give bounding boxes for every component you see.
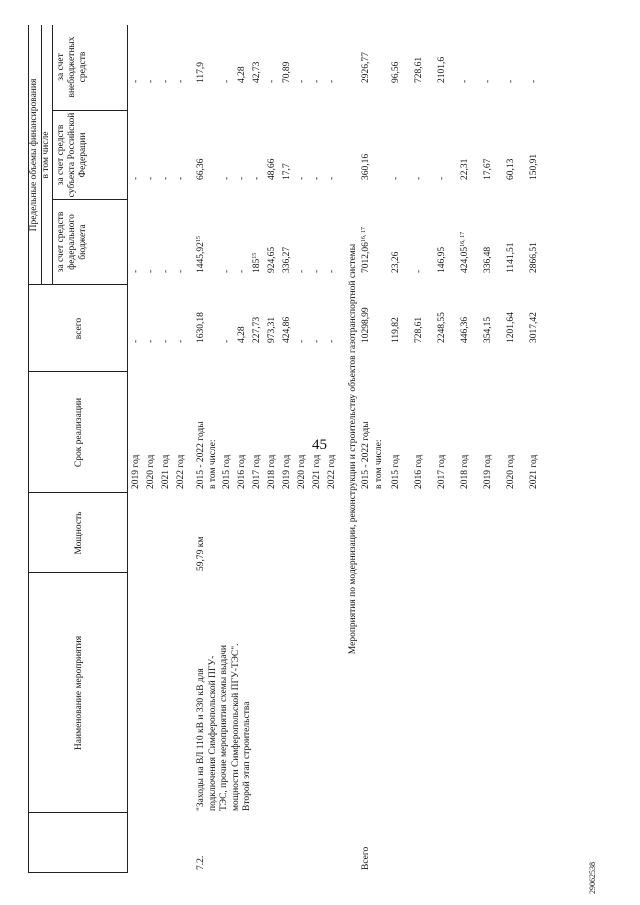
federal-cell: - bbox=[161, 269, 171, 273]
federal-cell: - bbox=[131, 269, 141, 273]
federal-cell: $185^{15}$ bbox=[252, 252, 262, 273]
total-cell: 728,61 bbox=[414, 316, 424, 343]
extra-cell: 96,56 bbox=[391, 61, 401, 83]
federal-cell: 23,26 bbox=[391, 251, 401, 273]
header-term: Срок реализации bbox=[74, 397, 84, 468]
item-name-line: мощности Симферопольской ПГУ-ТЭС". bbox=[230, 643, 241, 811]
item-total: 1630,18 bbox=[196, 312, 206, 343]
vsego-label: Всего bbox=[361, 846, 371, 870]
extra-cell: 2101,6 bbox=[437, 56, 447, 83]
vsego-federal: 7012,06$^{16, 17}$ bbox=[361, 227, 371, 273]
regional-cell: - bbox=[176, 176, 186, 180]
item-federal: 1445,92$^{15}$ bbox=[196, 236, 206, 273]
extra-cell: - bbox=[161, 79, 171, 83]
total-cell: - bbox=[146, 339, 156, 343]
total-cell: 2248,55 bbox=[437, 312, 447, 343]
extra-cell: - bbox=[529, 79, 539, 83]
regional-cell: - bbox=[222, 176, 232, 180]
year-cell: 2016 год bbox=[414, 454, 424, 489]
item-capacity: 59,79 км bbox=[196, 536, 206, 571]
header-divider-total bbox=[28, 872, 128, 873]
total-cell: - bbox=[327, 339, 337, 343]
regional-cell: - bbox=[131, 176, 141, 180]
federal-cell: - bbox=[297, 269, 307, 273]
header-divider-regional bbox=[52, 199, 128, 200]
total-cell: - bbox=[222, 339, 232, 343]
regional-cell: - bbox=[437, 176, 447, 180]
header-limits: Предельные объемы финансирования bbox=[29, 78, 39, 232]
regional-cell: - bbox=[297, 176, 307, 180]
header-capacity: Мощность bbox=[74, 511, 84, 555]
regional-cell: 48,66 bbox=[267, 158, 277, 180]
footnote-ref: 15 bbox=[252, 252, 258, 259]
federal-cell: - bbox=[414, 269, 424, 273]
item-name-line: ТЭС, прочие мероприятия схемы выдачи bbox=[219, 645, 229, 811]
total-cell: 4,28 bbox=[237, 326, 247, 343]
extra-cell: - bbox=[506, 79, 516, 83]
year-cell: 2017 год bbox=[437, 454, 447, 489]
regional-cell: 22,31 bbox=[460, 158, 470, 180]
vsego-incl-label: в том числе: bbox=[374, 439, 384, 489]
regional-cell: - bbox=[414, 176, 424, 180]
item-number: 7.2. bbox=[196, 855, 206, 870]
document-id: 29062538 bbox=[588, 862, 597, 894]
year-cell: 2018 год bbox=[460, 454, 470, 489]
extra-cell: - bbox=[483, 79, 493, 83]
section-title: Мероприятия по модернизации, реконструкции и строительству объектов газотранспортной системы bbox=[348, 243, 358, 655]
year-cell: 2021 год bbox=[161, 454, 171, 489]
total-cell: 424,86 bbox=[282, 316, 292, 343]
item-name-line: Второй этап строительства bbox=[242, 701, 252, 811]
regional-cell: - bbox=[327, 176, 337, 180]
header-extra: за счет внебюджетных средств bbox=[56, 36, 88, 98]
year-cell: 2020 год bbox=[506, 454, 516, 489]
extra-cell: 4,28 bbox=[237, 66, 247, 83]
header-federal: за счет средств федерального бюджета bbox=[56, 211, 88, 273]
header-divider-extra bbox=[52, 110, 128, 111]
header-regional: за счет средств субъекта Российской Федерации bbox=[56, 112, 88, 198]
year-cell: 2015 год bbox=[391, 454, 401, 489]
extra-cell: 42,73 bbox=[252, 61, 262, 83]
extra-cell: - bbox=[297, 79, 307, 83]
item-period: 2015 - 2022 годы bbox=[196, 421, 206, 489]
total-cell: - bbox=[161, 339, 171, 343]
federal-cell: - bbox=[222, 269, 232, 273]
year-cell: 2015 год bbox=[222, 454, 232, 489]
item-incl-label: в том числе: bbox=[208, 439, 218, 489]
header-rule-incl bbox=[52, 25, 53, 285]
extra-cell: - bbox=[146, 79, 156, 83]
federal-cell: - bbox=[146, 269, 156, 273]
total-cell: 1201,64 bbox=[506, 312, 516, 343]
federal-cell: 1141,51 bbox=[506, 242, 516, 273]
extra-cell: - bbox=[222, 79, 232, 83]
total-cell: 446,36 bbox=[460, 316, 470, 343]
total-cell: - bbox=[312, 339, 322, 343]
year-cell: 2020 год bbox=[146, 454, 156, 489]
header-bottom-border bbox=[127, 25, 128, 873]
item-extra: 117,9 bbox=[196, 61, 206, 83]
year-cell: 2019 год bbox=[282, 454, 292, 489]
regional-cell: - bbox=[146, 176, 156, 180]
page-number: 45 bbox=[312, 437, 327, 453]
year-cell: 2018 год bbox=[267, 454, 277, 489]
total-cell: 227,73 bbox=[252, 316, 262, 343]
regional-cell: - bbox=[161, 176, 171, 180]
federal-cell: - bbox=[176, 269, 186, 273]
federal-cell: - bbox=[327, 269, 337, 273]
federal-cell: 146,95 bbox=[437, 246, 447, 273]
total-cell: 3017,42 bbox=[529, 312, 539, 343]
federal-cell: - bbox=[312, 269, 322, 273]
total-cell: 973,31 bbox=[267, 316, 277, 343]
footnote-ref: 15 bbox=[196, 236, 202, 243]
regional-cell: 60,13 bbox=[506, 158, 516, 180]
regional-cell: 17,7 bbox=[282, 163, 292, 180]
extra-cell: - bbox=[267, 79, 277, 83]
total-cell: 354,15 bbox=[483, 316, 493, 343]
federal-cell: 2866,51 bbox=[529, 242, 539, 273]
regional-cell: 150,91 bbox=[529, 153, 539, 180]
item-name-line: подключения Симферопольской ПГУ- bbox=[207, 655, 218, 811]
year-cell: 2017 год bbox=[252, 454, 262, 489]
extra-cell: - bbox=[131, 79, 141, 83]
item-regional: 66,36 bbox=[196, 158, 206, 180]
total-cell: - bbox=[131, 339, 141, 343]
vsego-period: 2015 - 2022 годы bbox=[361, 421, 371, 489]
item-name-line: "Заходы на ВЛ 110 кВ и 330 кВ для bbox=[196, 668, 206, 811]
header-total: всего bbox=[74, 317, 84, 340]
year-cell: 2019 год bbox=[131, 454, 141, 489]
extra-cell: 70,89 bbox=[282, 61, 292, 83]
federal-cell: 336,48 bbox=[483, 246, 493, 273]
vsego-extra: 2926,77 bbox=[361, 52, 371, 83]
federal-cell: - bbox=[237, 269, 247, 273]
regional-cell: - bbox=[237, 176, 247, 180]
extra-cell: - bbox=[460, 79, 470, 83]
footnote-ref: 16, 17 bbox=[361, 227, 367, 243]
year-cell: 2021 год bbox=[529, 454, 539, 489]
vsego-regional: 360,16 bbox=[361, 153, 371, 180]
extra-cell: - bbox=[327, 79, 337, 83]
federal-cell: 424,05$^{16, 17}$ bbox=[460, 231, 470, 273]
year-cell: 2019 год bbox=[483, 454, 493, 489]
footnote-ref: 16, 17 bbox=[460, 231, 466, 247]
extra-cell: - bbox=[176, 79, 186, 83]
total-cell: - bbox=[297, 339, 307, 343]
year-cell: 2021 год bbox=[312, 454, 322, 489]
regional-cell: - bbox=[252, 176, 262, 180]
header-name: Наименование мероприятия bbox=[74, 635, 84, 751]
regional-cell: - bbox=[312, 176, 322, 180]
year-cell: 2020 год bbox=[297, 454, 307, 489]
year-cell: 2016 год bbox=[237, 454, 247, 489]
year-cell: 2022 год bbox=[176, 454, 186, 489]
federal-cell: 336,27 bbox=[282, 246, 292, 273]
financing-table bbox=[28, 11, 588, 873]
header-incl: в том числе bbox=[41, 131, 51, 179]
total-cell: - bbox=[176, 339, 186, 343]
year-cell: 2022 год bbox=[327, 454, 337, 489]
extra-cell: - bbox=[312, 79, 322, 83]
total-cell: 119,82 bbox=[391, 317, 401, 343]
federal-cell: 924,65 bbox=[267, 246, 277, 273]
regional-cell: - bbox=[391, 176, 401, 180]
vsego-total: 10298,99 bbox=[361, 307, 371, 343]
regional-cell: 17,67 bbox=[483, 158, 493, 180]
extra-cell: 728,61 bbox=[414, 56, 424, 83]
